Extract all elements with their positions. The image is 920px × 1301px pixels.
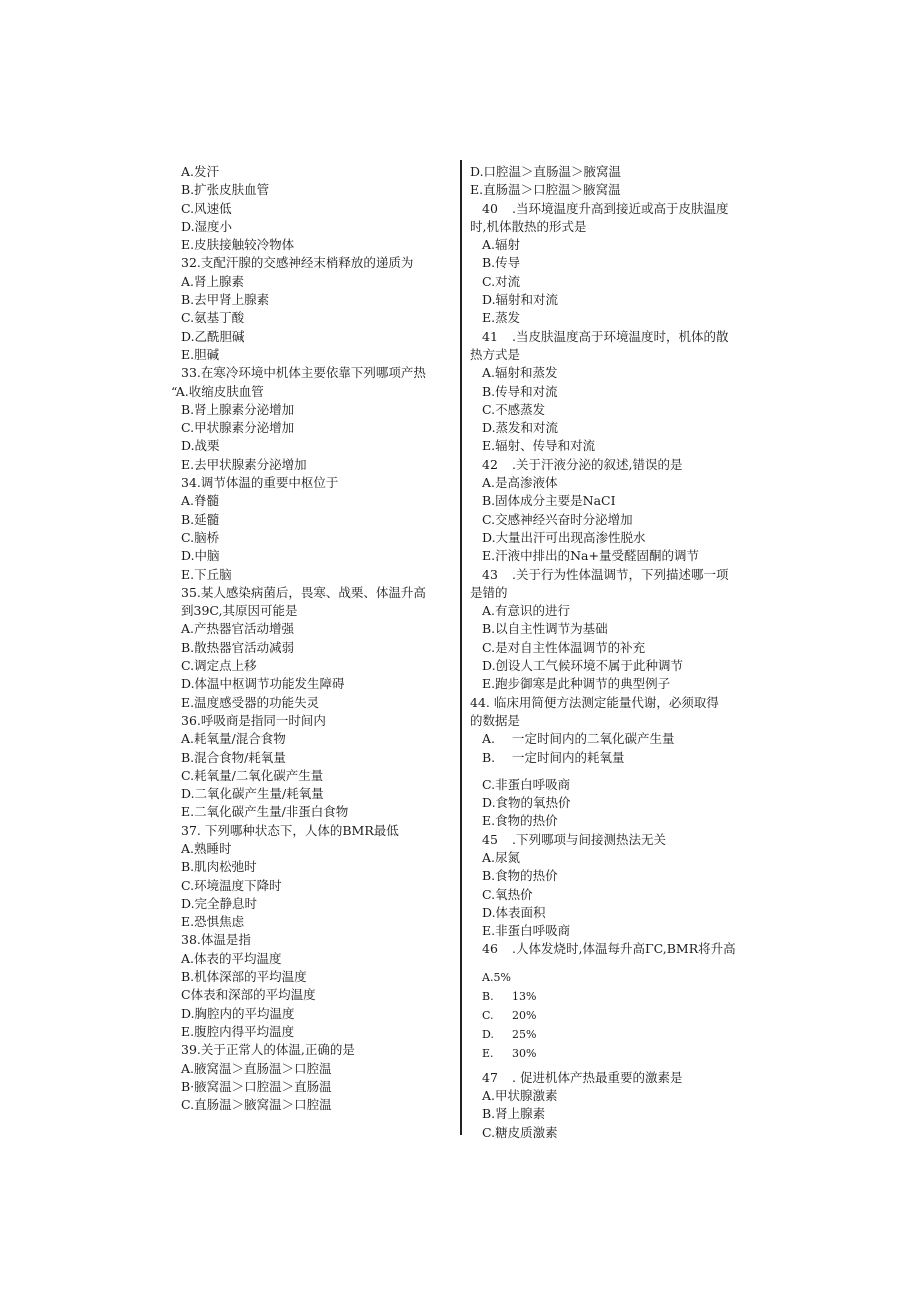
option-line: 到39C,其原因可能是 — [181, 603, 298, 619]
column-divider — [460, 160, 462, 1135]
question-number: 45 — [482, 831, 498, 847]
question-number: 41 — [482, 328, 498, 344]
option-line: D.湿度小 — [181, 218, 233, 234]
option-line: C.风速低 — [181, 200, 232, 216]
question-line: 39.关于正常人的体温,正确的是 — [181, 1042, 355, 1058]
question-41 — [470, 328, 760, 346]
option-line: A.有意识的进行 — [482, 603, 571, 619]
option-line: C.糖皮质激素 — [482, 1124, 558, 1140]
spacer — [470, 959, 760, 968]
option-line: D.创设人工气候环境不属于此种调节 — [482, 658, 684, 674]
option-line: C.交感神经兴奋时分泌增加 — [482, 511, 633, 527]
option-line: A.脊髓 — [181, 493, 220, 509]
option-line: A.腋窝温＞直肠温＞口腔温 — [181, 1060, 332, 1076]
option-line: C.调定点上移 — [181, 658, 257, 674]
options-44 — [470, 776, 760, 831]
question-continuation: 热方式是 — [470, 346, 521, 362]
option-line: B.延髓 — [181, 511, 220, 527]
option-line: E.直肠温＞口腔温＞腋窝温 — [470, 182, 621, 198]
question-45 — [470, 831, 760, 849]
option-line: C.非蛋白呼吸商 — [482, 776, 571, 792]
question-text: .关于汗液分泌的叙述,错误的是 — [512, 456, 683, 472]
options-41 — [470, 364, 760, 455]
option-line: C.甲状腺素分泌增加 — [181, 420, 295, 436]
question-line: 33.在寒冷环境中机体主要依靠下列哪项产热 — [181, 365, 426, 381]
option-line: B.食物的热价 — [482, 868, 558, 884]
options-43 — [470, 602, 760, 693]
option-line: C体表和深部的平均温度 — [181, 987, 316, 1003]
option-text: 13% — [512, 989, 537, 1003]
option-text: 一定时间内的二氧化碳产生量 — [512, 731, 675, 747]
option-line: E.恐惧焦虑 — [181, 914, 245, 930]
question-number: 47 — [482, 1069, 498, 1085]
option-text: 20% — [512, 1008, 537, 1022]
option-line: E.汗液中排出的Na+量受醛固酮的调节 — [482, 548, 699, 564]
option-line — [482, 1025, 760, 1044]
option-line — [482, 749, 760, 767]
option-line — [482, 987, 760, 1006]
options-42 — [470, 474, 760, 565]
question-44: 44. 临床用简便方法测定能量代谢，必须取得 — [470, 694, 719, 710]
question-continuation: 的数据是 — [470, 712, 521, 728]
option-line: A.肾上腺素 — [181, 273, 245, 289]
question-text: .当环境温度升高到接近或高于皮肤温度 — [512, 200, 729, 216]
option-line: A.是高渗液体 — [482, 475, 558, 491]
option-line: E.辐射、传导和对流 — [482, 438, 596, 454]
option-line: A.辐射和蒸发 — [482, 365, 558, 381]
option-line: C.氨基丁酸 — [181, 310, 245, 326]
option-line: C.耗氧量/二氧化碳产生量 — [181, 767, 324, 783]
options-45 — [470, 849, 760, 940]
option-line: E.蒸发 — [482, 310, 521, 326]
option-line: E.去甲状腺素分泌增加 — [181, 456, 307, 472]
option-line: B.扩张皮肤血管 — [181, 182, 270, 198]
option-line: E.食物的热价 — [482, 813, 558, 829]
option-line: E.下丘脑 — [181, 566, 232, 582]
question-line: 36.呼吸商是指同一时间内 — [181, 712, 326, 728]
option-line: D.大量出汗可出现高渗性脱水 — [482, 529, 646, 545]
options-46 — [470, 968, 760, 1063]
option-line: C.脑桥 — [181, 529, 220, 545]
option-text: 25% — [512, 1027, 537, 1041]
option-line: B.以自主性调节为基础 — [482, 621, 608, 637]
option-line: A.熟睡时 — [181, 840, 232, 856]
option-label: B. — [482, 749, 496, 765]
option-line — [482, 1006, 760, 1025]
option-line — [482, 1044, 760, 1063]
question-line: 37. 下列哪种状态下，人体的BMR最低 — [181, 822, 399, 838]
option-line: B.混合食物/耗氧量 — [181, 749, 286, 765]
question-46 — [470, 940, 760, 958]
question-line: 35.某人感染病菌后，畏寒、战栗、体温升高 — [181, 584, 426, 600]
question-line: 34.调节体温的重要中枢位于 — [181, 475, 339, 491]
option-line: B·腋窝温＞口腔温＞直肠温 — [181, 1078, 332, 1094]
options-40 — [470, 236, 760, 327]
option-line: E.温度感受器的功能失灵 — [181, 694, 320, 710]
option-line: B.固体成分主要是NaCI — [482, 493, 616, 509]
option-line: A.甲状腺激素 — [482, 1088, 558, 1104]
option-line: E.腹腔内得平均温度 — [181, 1023, 295, 1039]
option-line: “A.收缩皮肤血管 — [171, 383, 264, 399]
option-line: D.口腔温＞直肠温＞腋窝温 — [470, 164, 622, 179]
question-line: 38.体温是指 — [181, 932, 251, 948]
options-47 — [470, 1087, 760, 1142]
option-line: A.体表的平均温度 — [181, 950, 282, 966]
option-line: B.去甲肾上腺素 — [181, 292, 270, 308]
option-text: 30% — [512, 1046, 537, 1060]
option-label: D. — [482, 1027, 494, 1041]
option-line: E.二氧化碳产生量/非蛋白食物 — [181, 804, 349, 820]
question-number: 43 — [482, 566, 498, 582]
option-line: B.机体深部的平均温度 — [181, 969, 307, 985]
option-line: B.传导 — [482, 255, 521, 271]
option-line: D.中脑 — [181, 548, 220, 564]
option-line: A.辐射 — [482, 237, 521, 253]
option-line: C.对流 — [482, 273, 521, 289]
option-line: D.二氧化碳产生量/耗氧量 — [181, 786, 324, 802]
option-line: C.环境温度下降时 — [181, 877, 282, 893]
option-line: E.皮肤接触较冷物体 — [181, 237, 295, 253]
option-label: B. — [482, 989, 494, 1003]
spacer — [470, 767, 760, 776]
question-text: .关于行为性体温调节，下列描述哪一项 — [512, 566, 729, 582]
option-line: D.战栗 — [181, 438, 220, 454]
option-line: B.肾上腺素分泌增加 — [181, 401, 295, 417]
option-line: E.非蛋白呼吸商 — [482, 923, 571, 939]
question-number: 40 — [482, 200, 498, 216]
right-column — [470, 163, 760, 1142]
option-line: D.乙酰胆碱 — [181, 328, 245, 344]
option-line: D.辐射和对流 — [482, 292, 559, 308]
option-line: B.肌肉松弛时 — [181, 859, 257, 875]
option-line: D.体温中枢调节功能发生障碍 — [181, 676, 345, 692]
question-text: .当皮肤温度高于环境温度时，机体的散 — [512, 328, 729, 344]
option-line: D.完全静息时 — [181, 895, 258, 911]
question-line: 32.支配汗腺的交感神经末梢释放的递质为 — [181, 255, 414, 271]
option-line: D.食物的氧热价 — [482, 795, 571, 811]
option-line: C.是对自主性体温调节的补充 — [482, 639, 646, 655]
option-line: D.体表面积 — [482, 904, 546, 920]
option-line: A.5% — [482, 970, 511, 984]
question-40 — [470, 200, 760, 218]
option-label: A. — [482, 731, 496, 747]
option-line: A.发汗 — [181, 164, 220, 179]
option-line: B.肾上腺素 — [482, 1106, 546, 1122]
option-line: D.蒸发和对流 — [482, 420, 559, 436]
question-42 — [470, 456, 760, 474]
option-line: A.尿氮 — [482, 849, 521, 865]
question-text: .下列哪项与间接测热法无关 — [512, 831, 666, 847]
option-line: C.不感蒸发 — [482, 401, 546, 417]
option-label: E. — [482, 1046, 494, 1060]
question-continuation: 时,机体散热的形式是 — [470, 218, 587, 234]
question-continuation: 是错的 — [470, 584, 508, 600]
option-line: E.跑步御寒是此种调节的典型例子 — [482, 676, 671, 692]
options-44-ab — [470, 730, 760, 767]
option-line: D.胸腔内的平均温度 — [181, 1005, 295, 1021]
option-line: A.产热器官活动增强 — [181, 621, 295, 637]
option-line: B.传导和对流 — [482, 383, 558, 399]
question-47 — [470, 1069, 760, 1087]
question-text: . 促进机体产热最重要的激素是 — [512, 1069, 683, 1085]
option-line: A.耗氧量/混合食物 — [181, 731, 286, 747]
question-43 — [470, 566, 760, 584]
question-text: .人体发烧时,体温每升高ΓC,BMR将升高 — [512, 941, 736, 957]
option-line: E.胆碱 — [181, 346, 220, 362]
option-line: C.直肠温＞腋窝温＞口腔温 — [181, 1097, 332, 1113]
option-line: B.散热器官活动减弱 — [181, 639, 295, 655]
option-line: C.氧热价 — [482, 886, 533, 902]
question-number: 42 — [482, 456, 498, 472]
option-label: C. — [482, 1008, 494, 1022]
option-text: 一定时间内的耗氧量 — [512, 749, 625, 765]
question-number: 46 — [482, 941, 498, 957]
option-line — [482, 730, 760, 748]
left-column — [171, 163, 451, 1114]
